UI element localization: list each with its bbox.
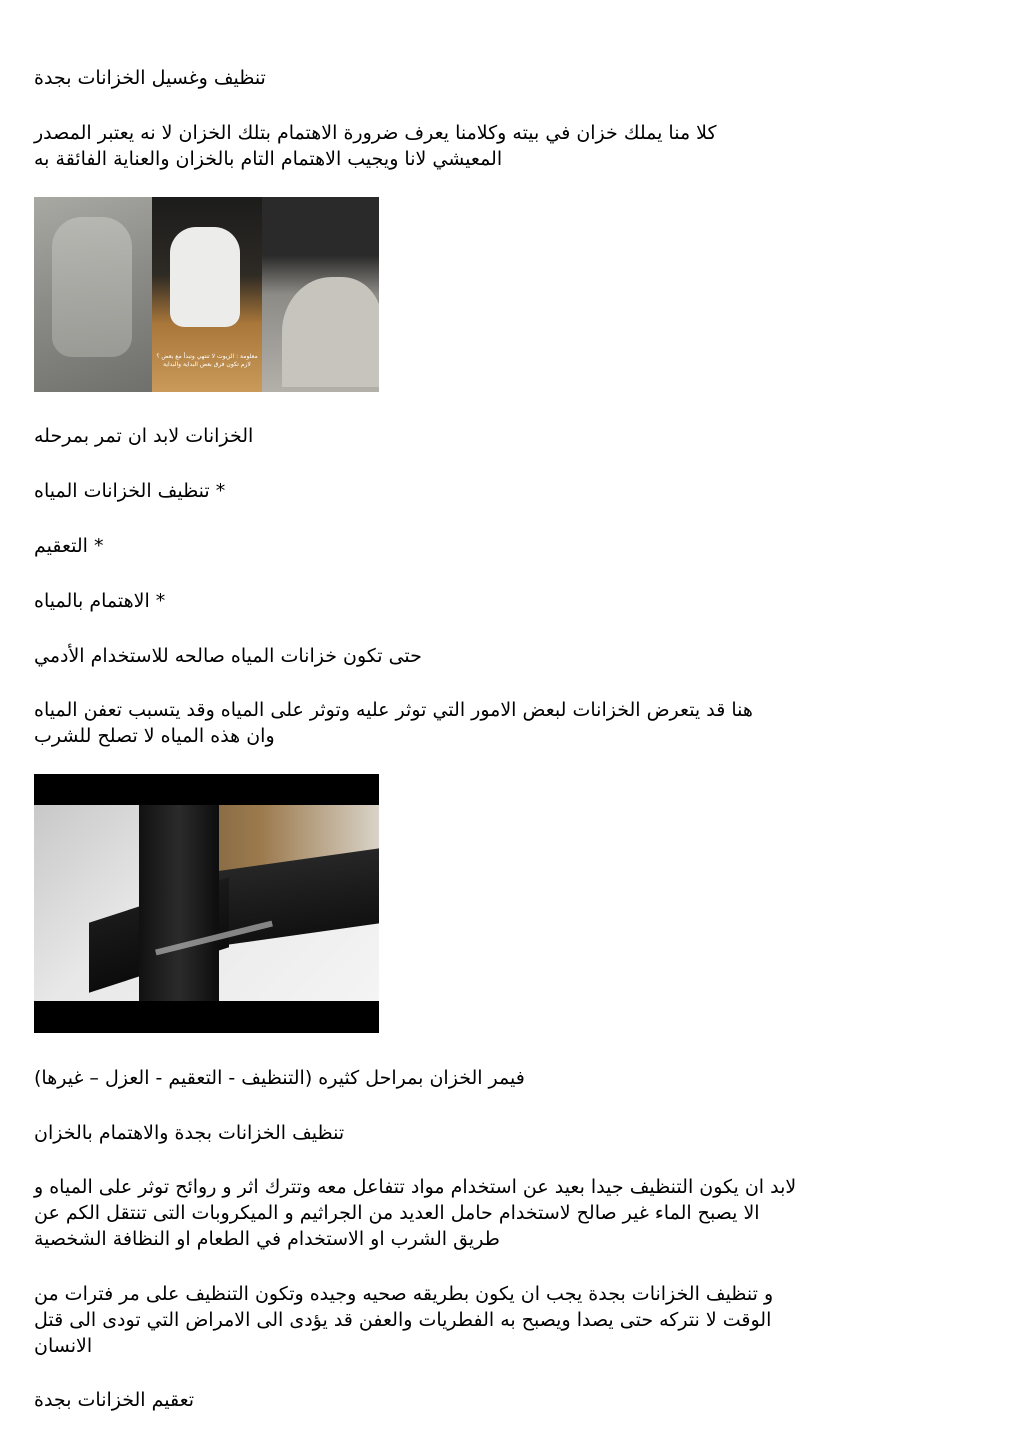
tank-scene [34,805,379,1001]
paragraph-line: الوقت لا نتركه حتى يصدا ويصبح به الفطريات والعفن قد يؤدى الى الامراض التي تودى الى قتل [34,1309,772,1331]
phases-text: فيمر الخزان بمراحل كثيره (التنظيف - التعقيم - العزل – غيرها) [34,1067,525,1089]
glove-over-tank-panel [152,197,262,392]
tank-coating-image [34,774,379,1033]
warning-line-2: وان هذه المياه لا تصلح للشرب [34,725,275,747]
purpose-text: حتى تكون خزانات المياه صالحه للاستخدام الأدمي [34,645,422,667]
stage-item: * تنظيف الخزانات المياه [34,480,226,502]
intro-line-1: كلا منا يملك خزان في بيته وكلامنا يعرف ضرورة الاهتمام بتلك الخزان لا نه يعتبر المصدر [34,122,717,144]
section-heading: تنظيف الخزانات بجدة والاهتمام بالخزان [34,1122,345,1144]
image-caption: معلومة : الزيوت لا تنتهي وتبدأ مع بعض ؟ لازم تكون فرق بعض البداية والبداية [156,353,258,368]
intro-line-2: المعيشي لانا ويجيب الاهتمام التام بالخزان والعناية الفائقة به [34,148,503,170]
section-heading: تعقيم الخزانات بجدة [34,1389,195,1411]
paragraph-line: الانسان [34,1335,93,1357]
paragraph-line: طريق الشرب او الاستخدام في الطعام او النظافة الشخصية [34,1228,500,1250]
stage-item: * التعقيم [34,535,104,557]
glove-shape [52,217,132,357]
stage-item: * الاهتمام بالمياه [34,590,166,612]
stages-intro: الخزانات لابد ان تمر بمرحله [34,425,254,447]
gloves-collage-image [34,197,379,392]
paragraph-line: الا يصبح الماء غير صالح لاستخدام حامل العديد من الجراثيم و الميكروبات التى تنتقل الكم عن [34,1202,760,1224]
tank-post [139,805,219,1001]
sand-pile-shape [282,277,379,387]
paragraph-line: و تنظيف الخزانات بجدة يجب ان يكون بطريقه صحيه وجيده وتكون التنظيف على مر فترات من [34,1283,774,1305]
document-title: تنظيف وغسيل الخزانات بجدة [34,67,266,89]
warning-line-1: هنا قد يتعرض الخزانات لبعض الامور التي توثر عليه وتوثر على المياه وقد يتسبب تعفن المياه [34,699,753,721]
glove-closeup-panel [34,197,152,392]
paragraph-line: لابد ان يكون التنظيف جيدا بعيد عن استخدام مواد تتفاعل معه وتترك اثر و روائح توثر على المياه و [34,1176,797,1198]
sand-pile-panel [262,197,379,392]
white-glove-shape [170,227,240,327]
